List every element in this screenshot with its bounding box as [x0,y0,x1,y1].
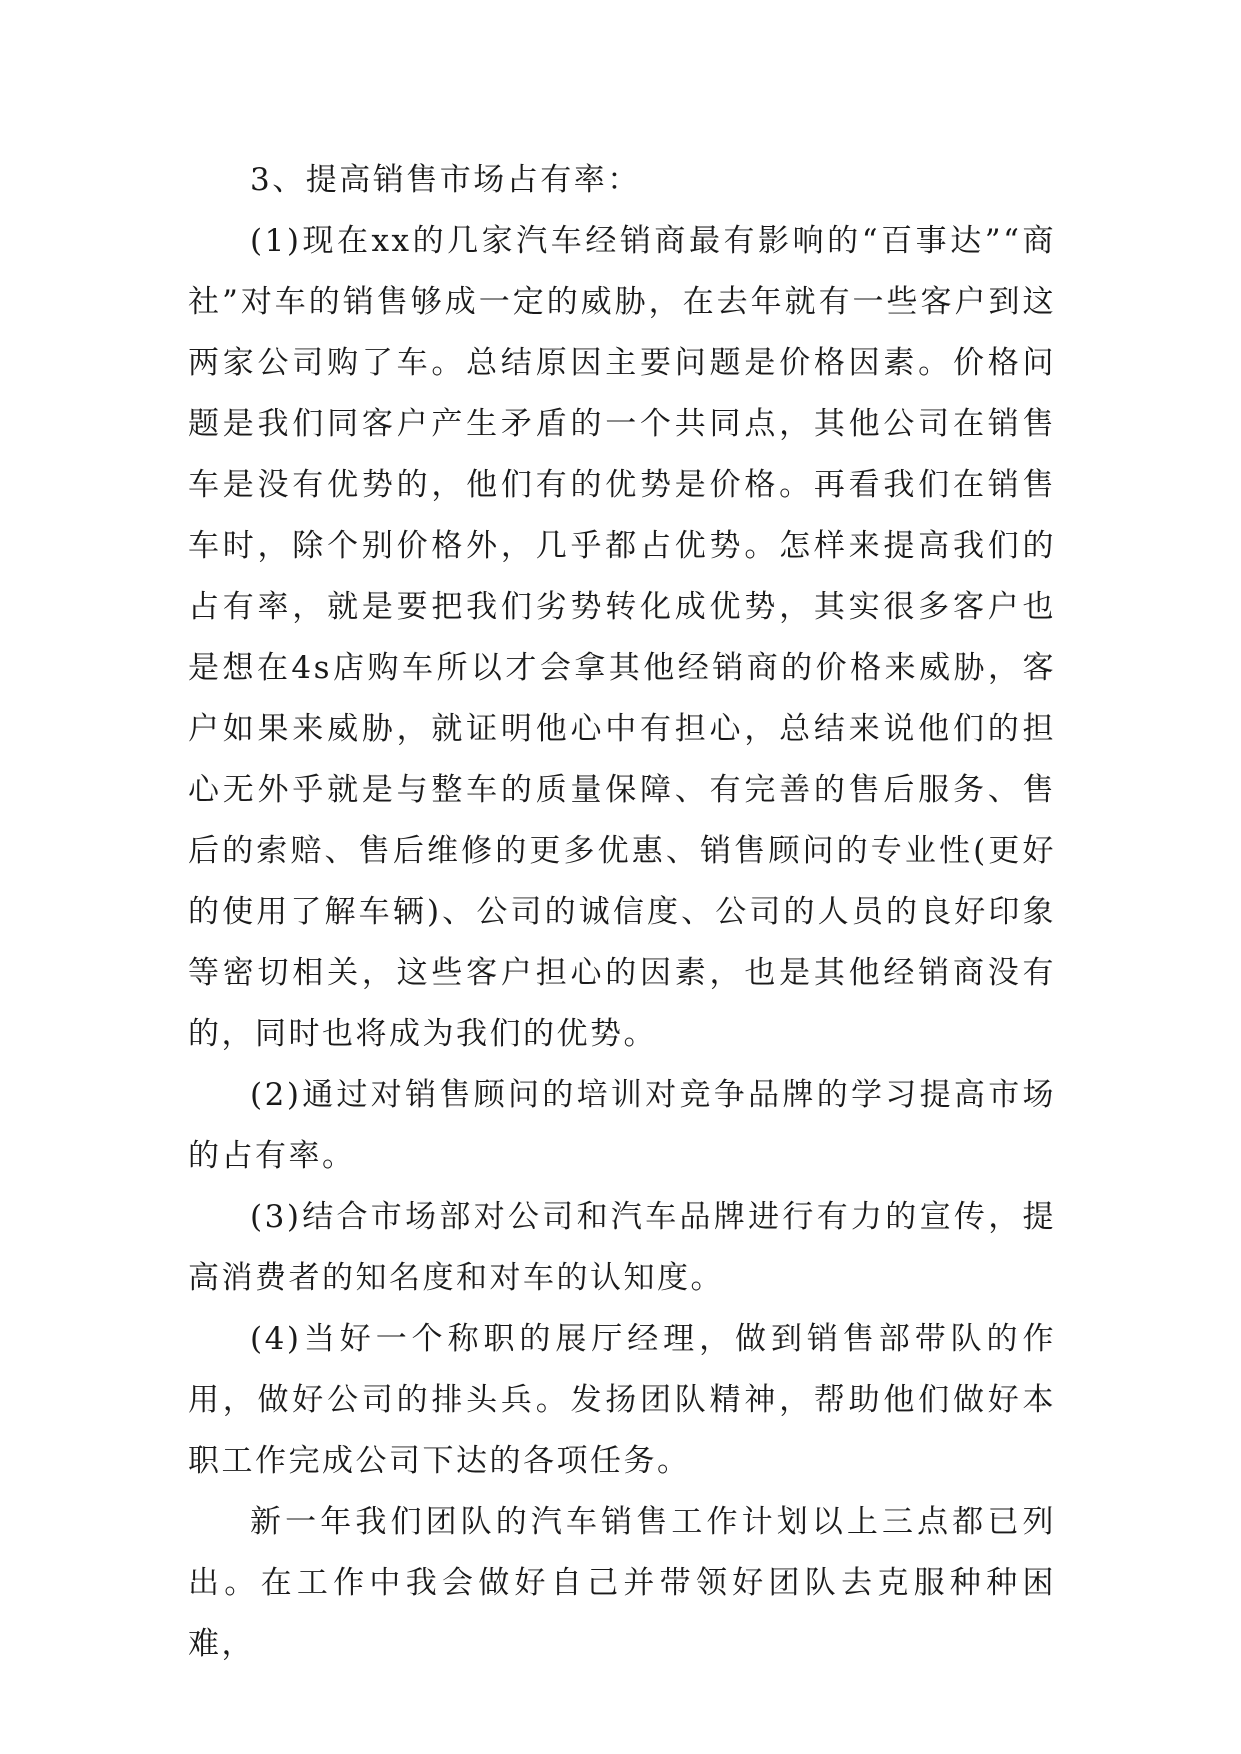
paragraph-item-2: (2)通过对销售顾问的培训对竞争品牌的学习提高市场的占有率。 [188,1077,1056,1174]
paragraph-item-3: (3)结合市场部对公司和汽车品牌进行有力的宣传，提高消费者的知名度和对车的认知度。 [188,1199,1056,1296]
paragraph-item-1: (1)现在xx的几家汽车经销商最有影响的“百事达”“商社”对车的销售够成一定的威胁，在去年就有一些客户到这两家公司购了车。总结原因主要问题是价格因素。价格问题是我们同客户产生矛盾的一个共同点，其他公司在销售车是没有优势的，他们有的优势是价格。再看我们在销售车时，除个别价格外，几乎都占优势。怎样来提高我们的占有率，就是要把我们劣势转化成优势，其实很多客户也是想在4s店购车所以才会拿其他经销商的价格来威胁，客户如果来威胁，就证明他心中有担心，总结来说他们的担心无外乎就是与整车的质量保障、有完善的售后服务、售后的索赔、售后维修的更多优惠、销售顾问的专业性(更好的使用了解车辆)、公司的诚信度、公司的人员的良好印象等密切相关，这些客户担心的因素，也是其他经销商没有的，同时也将成为我们的优势。 [188,223,1056,1052]
paragraph-item-4: (4)当好一个称职的展厅经理，做到销售部带队的作用，做好公司的排头兵。发扬团队精神，帮助他们做好本职工作完成公司下达的各项任务。 [188,1321,1056,1479]
paragraph-summary: 新一年我们团队的汽车销售工作计划以上三点都已列出。在工作中我会做好自己并带领好团队去克服种种困难， [188,1504,1056,1662]
paragraph-heading-3: 3、提高销售市场占有率： [250,162,641,198]
document-body [188,150,1056,1675]
